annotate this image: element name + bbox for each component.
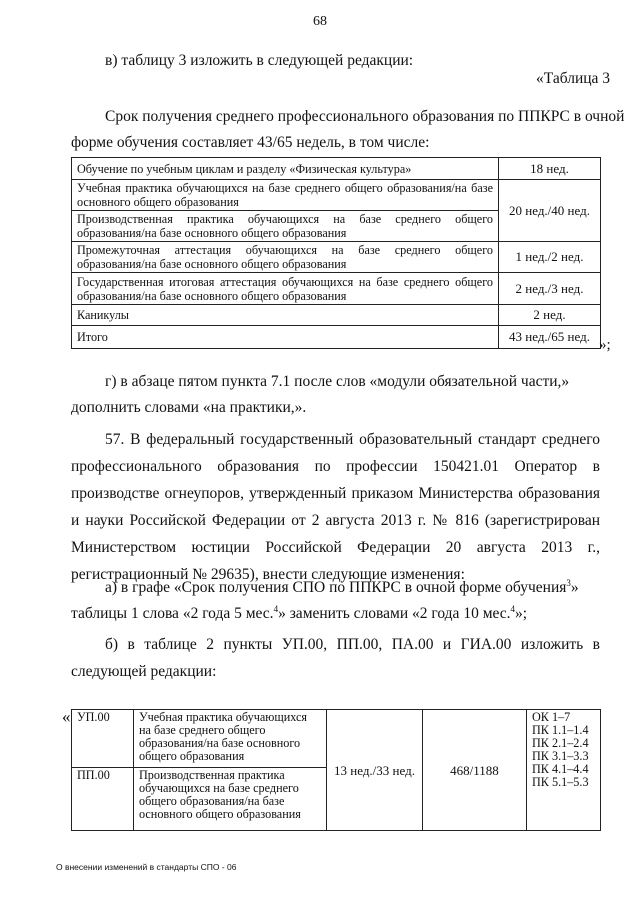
table-cell-value: 1 нед./2 нед. [499, 242, 601, 273]
table-cell-label: Промежуточная аттестация обучающихся на базе среднего общего образования/на базе основного общего образования [72, 242, 499, 273]
table-cell-name: Учебная практика обучающихся на базе среднего общего образования/на базе основного общего образования [134, 710, 327, 768]
table-cell-value: 2 нед./3 нед. [499, 273, 601, 305]
table-cell-duration: 13 нед./33 нед. [327, 710, 423, 831]
item-v-text: в) таблицу 3 изложить в следующей редакции: [105, 52, 414, 69]
table-cell-code: ПП.00 [72, 768, 134, 831]
table-cell-label: Учебная практика обучающихся на базе среднего общего образования/на базе основного общего образования [72, 180, 499, 211]
competency-item: ПК 1.1–1.4 [532, 723, 589, 737]
competency-item: ПК 5.1–5.3 [532, 775, 589, 789]
competency-item: ОК 1–7 [532, 710, 571, 724]
item-b-paragraph [71, 631, 600, 685]
footer-note: О внесении изменений в стандарты СПО - 06 [56, 862, 237, 872]
item-a-part-5: »; [515, 605, 528, 623]
table-cell-competencies [527, 710, 601, 831]
table-2-excerpt [71, 709, 601, 831]
competency-item: ПК 4.1–4.4 [532, 762, 589, 776]
table-cell-label: Каникулы [72, 305, 499, 326]
competency-item: ПК 2.1–2.4 [532, 736, 589, 750]
item-a-part-1: а) в графе «Срок получения СПО по ППКРС в очной форме обучения [105, 579, 567, 597]
table-cell-value: 43 нед./65 нед. [499, 326, 601, 349]
table-cell-name: Производственная практика обучающихся на базе среднего общего образования/на базе основного общего образования [134, 768, 327, 831]
table-cell-code: УП.00 [72, 710, 134, 768]
table-cell-value: 2 нед. [499, 305, 601, 326]
footnote-ref: 3 [566, 578, 571, 588]
item-57-paragraph [71, 426, 600, 588]
item-a-part-4: » заменить словами «2 года 10 мес. [278, 605, 511, 623]
table-open-mark: « [62, 707, 71, 726]
table-label: «Таблица 3 [536, 70, 611, 87]
table-row [72, 326, 601, 349]
intro-line-2: форме обучения составляет 43/65 недель, в том числе: [71, 134, 430, 151]
footnote-ref: 4 [510, 604, 516, 614]
table-close-mark: »; [599, 337, 611, 353]
table-row [72, 273, 601, 305]
table-row [72, 158, 601, 180]
item-a-line-1 [105, 578, 579, 597]
table-cell-hours: 468/1188 [423, 710, 527, 831]
table-cell-label: Государственная итоговая аттестация обучающихся на базе среднего общего образования/на базе основного общего образования [72, 273, 499, 305]
item-a-part-2: » [570, 579, 579, 597]
table-cell-value: 18 нед. [499, 158, 601, 180]
footnote-ref: 4 [273, 604, 279, 614]
table-cell-label: Производственная практика обучающихся на базе среднего общего образования/на базе основного общего образования [72, 211, 499, 242]
table-row [72, 242, 601, 273]
intro-line-1: Срок получения среднего профессионального образования по ППКРС в очной [105, 108, 625, 125]
table-row [72, 710, 601, 768]
table-row [72, 305, 601, 326]
table-row [72, 180, 601, 211]
competency-item: ПК 3.1–3.3 [532, 749, 589, 763]
item-b-text: б) в таблице 2 пункты УП.00, ПП.00, ПА.00 и ГИА.00 изложить в следующей редакции: [71, 636, 600, 680]
table-cell-label: Обучение по учебным циклам и разделу «Физическая культура» [72, 158, 499, 180]
table-cell-label: Итого [72, 326, 499, 349]
item-a-part-3: таблицы 1 слова «2 года 5 мес. [71, 605, 274, 623]
item-g-line-2: дополнить словами «на практики,». [71, 399, 307, 416]
item-g-line-1: г) в абзаце пятом пункта 7.1 после слов «модули обязательной части,» [105, 373, 570, 390]
table-cell-value: 20 нед./40 нед. [499, 180, 601, 242]
page-number: 68 [313, 14, 327, 29]
table-3 [71, 157, 601, 349]
item-57-text: 57. В федеральный государственный образовательный стандарт среднего профессионального образования по профессии 150421.01 Оператор в производстве огнеупоров, утвержденный приказом Министерства образования и науки Российской Федерации от 2 августа 2013 г. № 816 (зарегистрирован Министерством юстиции Российской Федерации 20 августа 2013 г., регистрационный № 29635), внести следующие изменения: [71, 431, 600, 583]
item-a-line-2 [71, 604, 527, 623]
